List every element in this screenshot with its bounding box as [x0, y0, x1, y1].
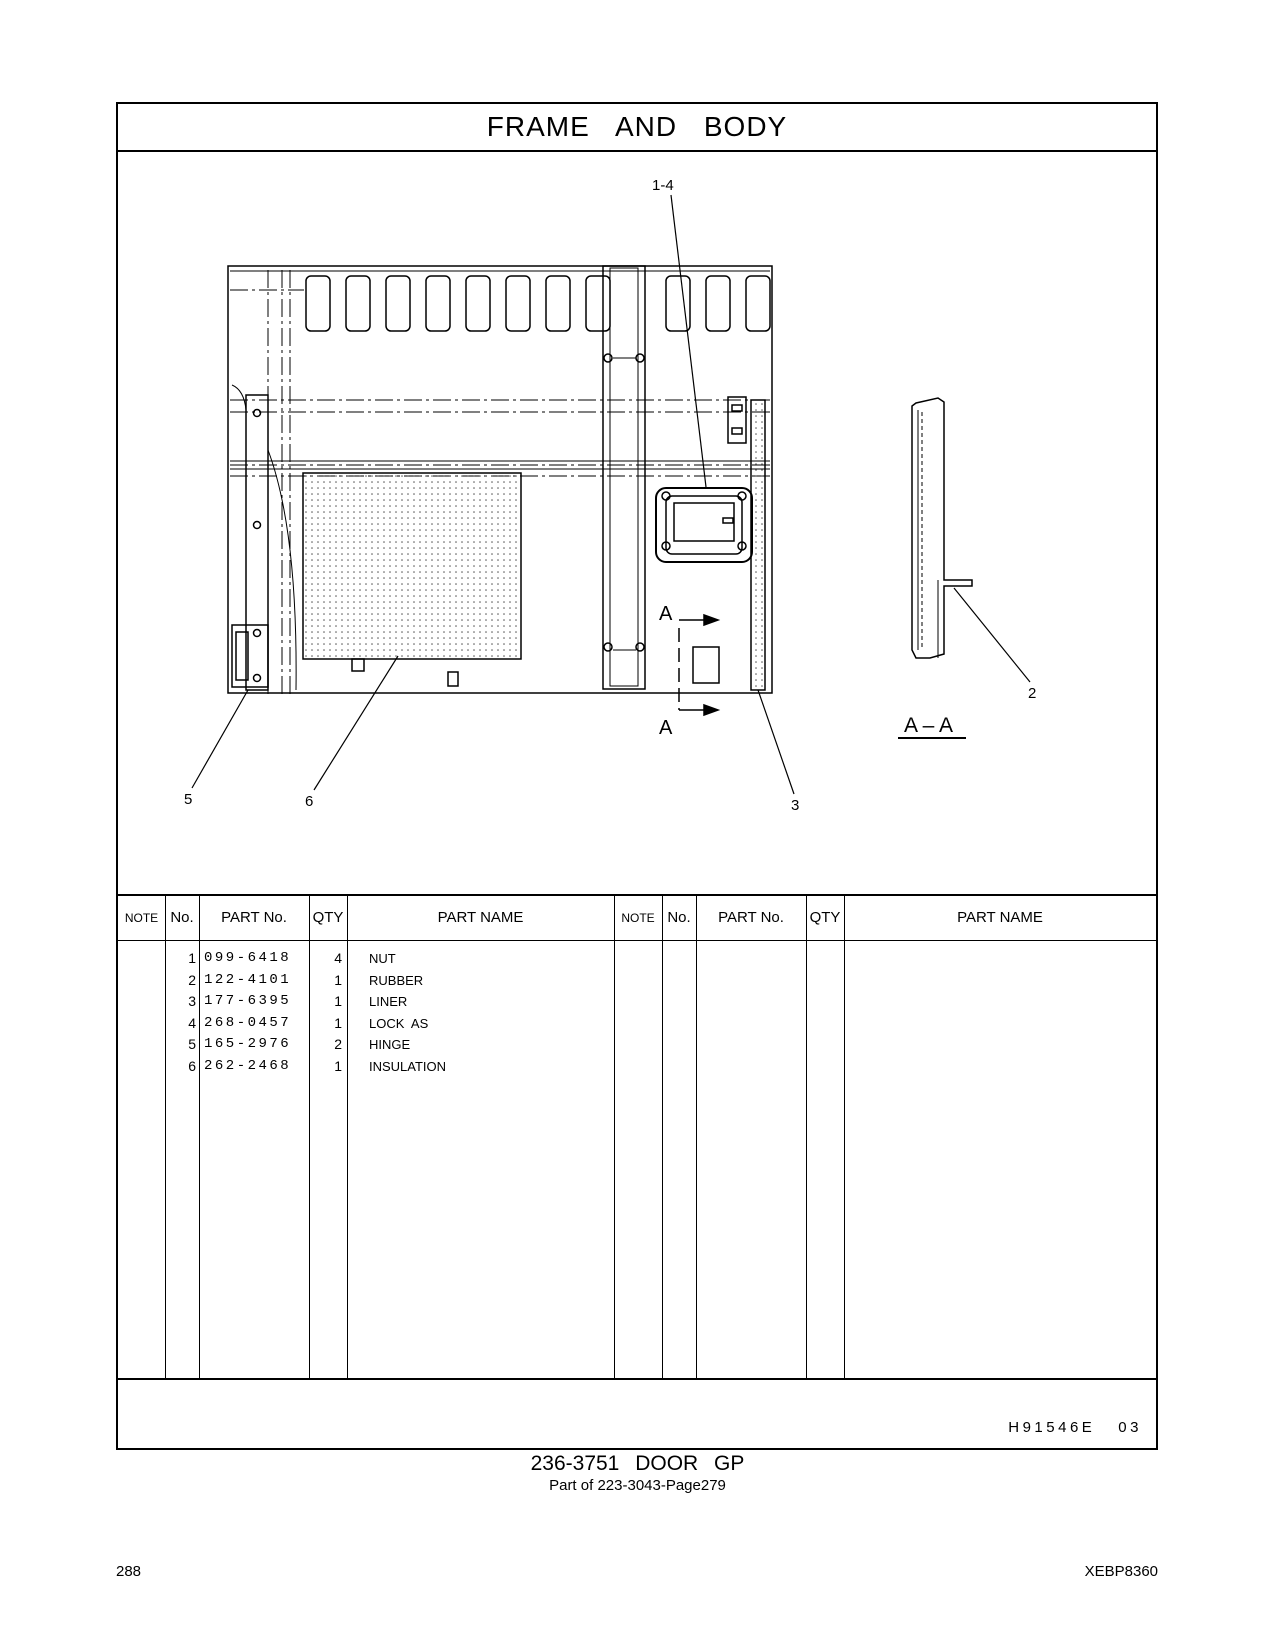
callout-1-4: 1-4	[652, 177, 674, 194]
part-number: 099-6418	[204, 950, 292, 966]
part-name: INSULATION	[369, 1058, 447, 1074]
row-number: 2	[188, 971, 196, 988]
part-number: 122-4101	[204, 971, 292, 988]
table-row	[118, 970, 1156, 992]
table-row	[118, 991, 1156, 1013]
exploded-view-drawing	[118, 150, 1156, 894]
group-caption: 236-3751 DOOR GP	[530, 1452, 745, 1475]
row-number: 3	[188, 993, 196, 1009]
table-row	[118, 1013, 1156, 1035]
header-part-no-right: PART No.	[718, 909, 784, 926]
section-mark-a-top: A	[659, 603, 673, 625]
header-qty: QTY	[312, 909, 344, 926]
table-row	[118, 1056, 1156, 1078]
drawing-code-area	[118, 1378, 1156, 1450]
quantity: 1	[334, 993, 342, 1009]
callout-2: 2	[1028, 685, 1037, 702]
part-number: 268-0457	[204, 1014, 292, 1031]
quantity: 1	[334, 971, 342, 988]
callout-3: 3	[791, 797, 800, 814]
quantity: 4	[334, 950, 342, 966]
callout-6: 6	[305, 793, 314, 810]
section-mark-a-bottom: A	[659, 717, 673, 739]
page-number: 288	[116, 1563, 142, 1580]
section-view-label: A – A	[904, 714, 954, 737]
header-part-name: PART NAME	[437, 909, 524, 926]
header-note-right: NOTE	[621, 911, 655, 925]
parts-sheet-frame	[116, 102, 1158, 1450]
part-name: LOCK AS	[369, 1015, 429, 1031]
part-number: 262-2468	[204, 1057, 292, 1074]
drawing-code: H91546E 03	[1008, 1419, 1142, 1436]
row-number: 1	[188, 950, 196, 966]
quantity: 2	[334, 1036, 342, 1052]
parts-table	[118, 894, 1156, 1380]
part-name: HINGE	[369, 1037, 411, 1052]
part-name: NUT	[369, 951, 396, 966]
page-title: FRAME AND BODY	[118, 104, 1156, 152]
header-part-name-right: PART NAME	[957, 909, 1043, 926]
header-divider	[118, 940, 1156, 941]
row-number: 4	[188, 1014, 196, 1031]
part-name: LINER	[369, 994, 408, 1009]
header-part-no: PART No.	[221, 909, 287, 926]
part-number: 165-2976	[204, 1036, 292, 1052]
header-qty-right: QTY	[809, 909, 841, 926]
callout-5: 5	[184, 791, 193, 808]
document-id: XEBP8360	[1084, 1563, 1158, 1580]
row-number: 5	[188, 1036, 196, 1052]
table-row	[118, 1034, 1156, 1056]
header-note: NOTE	[124, 911, 159, 925]
part-name: RUBBER	[369, 972, 424, 988]
door-drawing-svg	[118, 150, 1156, 894]
header-no-right: No.	[667, 909, 691, 926]
part-number: 177-6395	[204, 993, 292, 1009]
row-number: 6	[188, 1057, 196, 1074]
table-row	[118, 948, 1156, 970]
quantity: 1	[334, 1014, 342, 1031]
group-reference: Part of 223-3043-Page279	[549, 1477, 726, 1494]
quantity: 1	[334, 1057, 342, 1074]
header-no: No.	[170, 909, 194, 926]
